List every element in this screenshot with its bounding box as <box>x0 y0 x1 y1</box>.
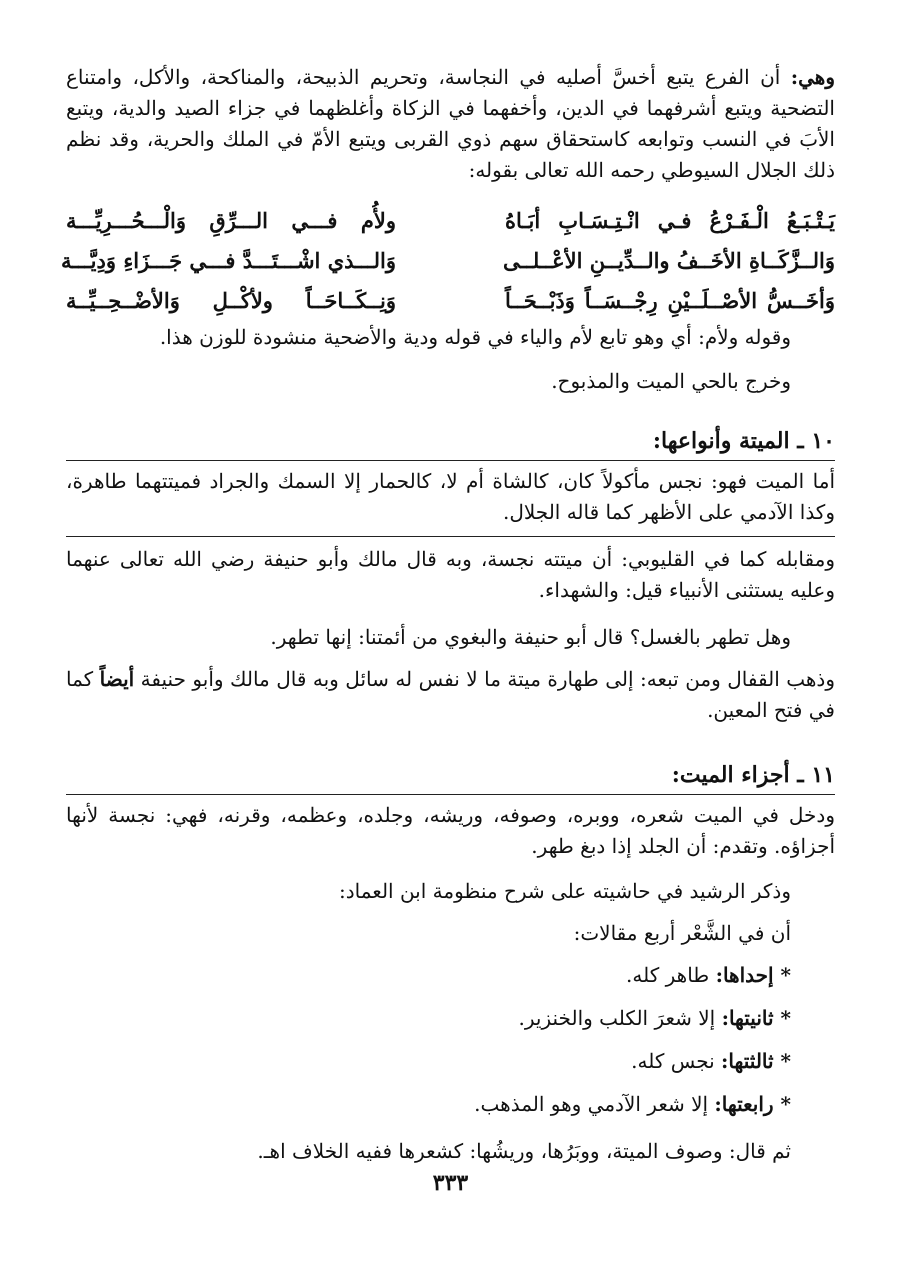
intro-lead: وهي: <box>790 65 835 89</box>
verse-line <box>60 240 835 280</box>
verse-line <box>66 200 835 240</box>
section-10-paragraph: وذهب القفال ومن تبعه: إلى طهارة ميتة ما لا نفس له سائل وبه قال مالك وأبو حنيفة أيضاً كما في فتح المعين. <box>66 667 835 722</box>
list-item: * ثانيتها: إلا شعرَ الكلب والخنزير. <box>518 1006 791 1030</box>
note-paragraph <box>66 366 835 397</box>
verse-first-hemistich: وَالــزَّكَــاةِ الأخَــفُ والــدِّيــنِ الأعْــلــى <box>503 247 835 273</box>
paragraph-divider <box>66 536 835 537</box>
verse-first-hemistich: يَـتْـبَـعُ الْـفَـرْعُ فـي انْـتِـسَـابِ أبَـاهُ <box>505 207 835 233</box>
intro-text: أن الفرع يتبع أخسَّ أصليه في النجاسة، وتحريم الذبيحة، والمناكحة، والأكل، وامتناع التضحية ويتبع أشرفهما في الدين، وأخفهما في الزكاة وأغلظهما في جزاء الصيد والدية، ويتبع الأبَ في النسب وتوابعه كاستحقاق سهم ذوي القربى ويتبع الأمّ في الملك والحرية، وقد نظم ذلك الجلال السيوطي رحمه الله تعالى بقوله: <box>66 65 835 182</box>
verse-second-hemistich: ولأُم فـــي الـــرِّقِ وَالْـــحُـــرِيِّـــة <box>66 207 396 233</box>
list-item: * إحداها: طاهر كله. <box>626 963 791 987</box>
section-10-paragraph: أما الميت فهو: نجس مأكولاً كان، كالشاة أم لا، كالحمار إلا السمك والجراد فميتتهما طاهرة، وكذا الآدمي على الأظهر كما قاله الجلال. <box>66 469 835 524</box>
section-11-heading: ١١ ـ أجزاء الميت: <box>671 762 835 788</box>
page-number: ٣٣٣ <box>432 1170 469 1196</box>
section-divider <box>66 794 835 795</box>
section-11-paragraph: ودخل في الميت شعره، ووبره، وصوفه، وريشه، وجلده، وعظمه، وقرنه، فهي: نجسة لأنها أجزاؤه. وتقدم: أن الجلد إذا دبغ طهر. <box>66 803 835 858</box>
section-10-heading: ١٠ ـ الميتة وأنواعها: <box>652 428 835 454</box>
list-item: * ثالثتها: نجس كله. <box>631 1049 791 1073</box>
note-paragraph <box>66 322 835 353</box>
section-10-paragraph: وهل تطهر بالغسل؟ قال أبو حنيفة والبغوي من أئمتنا: إنها تطهر. <box>270 625 791 649</box>
verse-first-hemistich: وَأخَــسُّ الأصْــلَــيْنِ رِجْــسَــاً وَذَبْــحَــاً <box>505 287 835 313</box>
section-divider <box>66 460 835 461</box>
section-10-paragraph: ومقابله كما في القليوبي: أن ميتته نجسة، وبه قال مالك وأبو حنيفة رضي الله تعالى عنهما وعليه يستثنى الأنبياء قيل: والشهداء. <box>66 547 835 602</box>
verse-second-hemistich: وَنِــكَــاحَــاً ولأكْــلِ وَالأضْــحِــيِّــة <box>66 287 396 313</box>
section-11-paragraph: ثم قال: وصوف الميتة، ووبَرُها، وريشُها: كشعرها ففيه الخلاف اهـ. <box>257 1139 791 1163</box>
poem-verses <box>60 200 835 320</box>
note-text: وقوله ولأم: أي وهو تابع لأم والياء في قوله ودية والأضحية منشودة للوزن هذا. <box>159 325 791 349</box>
list-item: * رابعتها: إلا شعر الآدمي وهو المذهب. <box>474 1092 791 1116</box>
section-11-paragraph: وذكر الرشيد في حاشيته على شرح منظومة ابن العماد: <box>339 879 791 903</box>
opinions-list <box>66 960 835 1120</box>
section-11-paragraph: أن في الشَّعْر أربع مقالات: <box>573 921 791 945</box>
paragraph-intro <box>66 62 835 186</box>
note-text: وخرج بالحي الميت والمذبوح. <box>551 369 791 393</box>
verse-second-hemistich: وَالـــذي اشْـــتَـــدَّ فـــي جَـــزَاءِ وَدِيَّـــة <box>60 247 396 273</box>
verse-line <box>66 280 835 320</box>
